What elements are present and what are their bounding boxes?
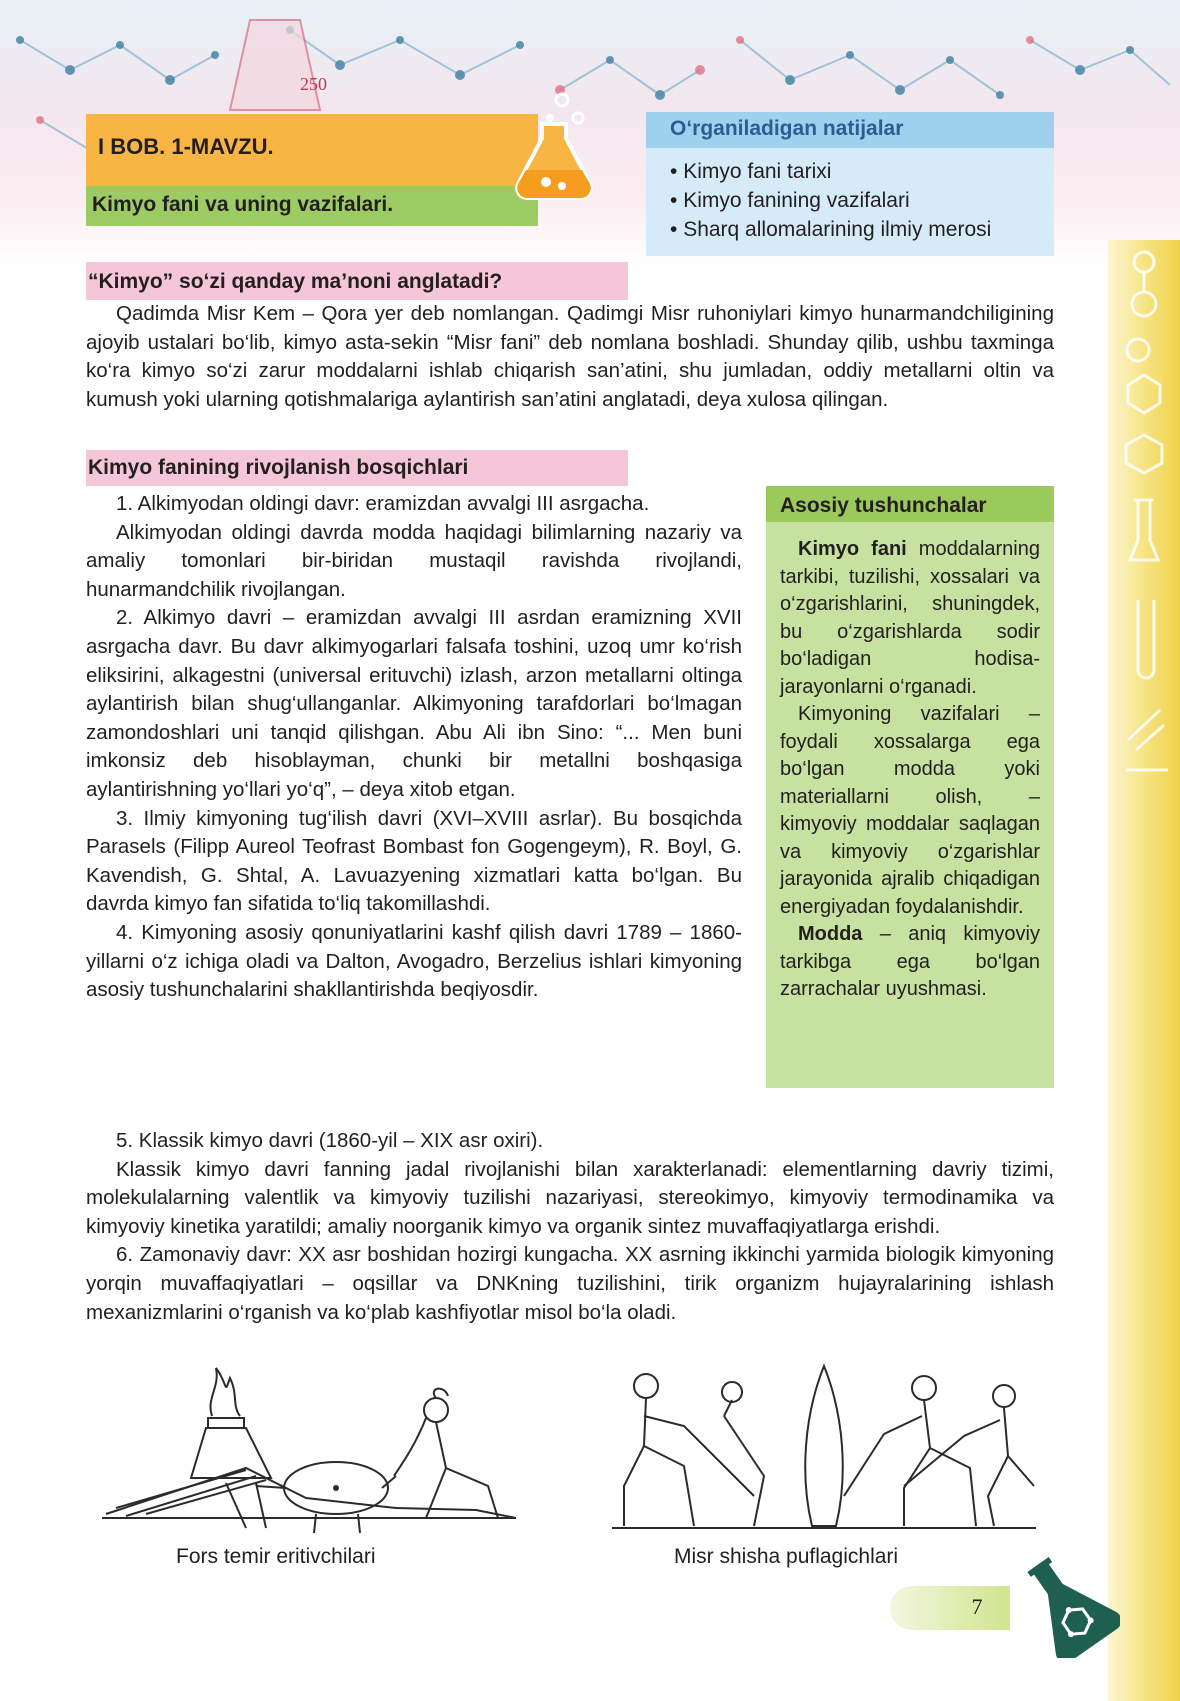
learning-outcomes-title: O‘rganiladigan natijalar <box>646 112 1054 148</box>
stages-column-text <box>86 490 742 1005</box>
topic-title: Kimyo fani va uning vazifalari. <box>86 186 538 226</box>
concept-definition: moddalarning tarkibi, tuzilishi, xossalari va o‘zgarishlarini, shuningdek, bu o‘zgarishlarda sodir bo‘ladigan hodisa-jarayonlarni o‘rganadi. <box>780 538 1040 698</box>
page-number-tab <box>890 1586 1010 1630</box>
persian-smelters-illustration <box>96 1358 528 1538</box>
concept-paragraph <box>780 921 1040 1004</box>
stage-paragraph: 4. Kimyoning asosiy qonuniyatlarini kashf qilish davri 1789 – 1860-yillarni o‘z ichiga oladi va Dalton, Avogadro, Berzelius ishlari kimyoning asosiy tushunchalarini shakllantirishda beqiyosdir. <box>86 920 742 1002</box>
stage-paragraph: 2. Alkimyo davri – eramizdan avvalgi III asrdan eramizning XVII asrgacha davr. Bu davr alkimyogarlari falsafa toshini, uzoq umr ko‘rish eliksirini, alkagestni (universal erituvchi) izlash, arzon metallarni oltinga aylantirish bilan shug‘ullanganlar. Alkimyoning tarafdorlari bo‘lmagan zamondoshlari uni tanqid qilishgan. Abu Ali ibn Sino: “... Men buni imkonsiz deb hisoblayman, chunki bir metallni boshqasiga aylantirishning yo‘llari yo‘q”, – deya xitob etgan. <box>86 606 742 801</box>
key-concepts-title: Asosiy tushunchalar <box>766 486 1054 522</box>
stage-paragraph: 3. Ilmiy kimyoning tug‘ilish davri (XVI–XVIII asrlar). Bu bosqichda Parasels (Filipp Aureol Teofrast Bombast fon Gogengeym), R. Boyl, G. Kavendish, G. Shtal, A. Lavuazyening xizmatlari katta bo‘lgan. Bu davrda kimyo fan sifatida to‘liq takomillashdi. <box>86 806 742 916</box>
key-concepts-box <box>766 486 1054 1088</box>
stage-paragraph: 5. Klassik kimyo davri (1860-yil – XIX asr oxiri). <box>116 1129 544 1152</box>
page-number: 7 <box>971 1594 983 1619</box>
egyptian-glassblowers-illustration <box>604 1356 1044 1538</box>
intro-paragraph: Qadimda Misr Kem – Qora yer deb nomlangan. Qadimgi Misr ruhoniylari kimyo hunarmandchiligining ajoyib ustalari bo‘lib, kimyo asta-sekin “Misr fani” deb nomlana boshladi. Shunday qilib, ushbu taxminga ko‘ra kimyo so‘zi zarur moddalarni ishlab chiqarish san’atini, shu jumladan, oddiy metallarni oltin va kumush yoki ularning qotishmalariga aylantirish san’atini anglatadi, deya xulosa qilingan. <box>86 302 1054 411</box>
stage-paragraph: 1. Alkimyodan oldingi davr: eramizdan avvalgi III asrgacha. <box>116 492 650 515</box>
outcome-item: • Sharq allomalarining ilmiy merosi <box>670 215 1054 244</box>
outcome-item: • Kimyo fani tarixi <box>670 157 1054 186</box>
stage-paragraph: 6. Zamonaviy davr: XX asr boshidan hozirgi kungacha. XX asrning ikkinchi yarmida biologik kimyoning yorqin muvaffaqiyatlari – oqsillar va DNKning tuzilishini, tirik organizm hujayralarining ishlash mexanizmlarini o‘rganish va ko‘plab kashfiyotlar misol bo‘la oladi. <box>86 1243 1054 1324</box>
section-heading-kimyo-meaning: “Kimyo” so‘zi qanday ma’noni anglatadi? <box>86 262 628 300</box>
concept-paragraph: Kimyoning vazifalari – foydali xossalarga ega bo‘lgan modda yoki materiallarni olish, – kimyoviy moddalar saqlagan va kimyoviy o‘zgarishlar jarayonida ajralib chiqadigan energiyadan foydalanishdir. <box>780 703 1040 918</box>
section-heading-stages: Kimyo fanining rivojlanish bosqichlari <box>86 450 628 486</box>
concept-term: Modda <box>798 923 863 945</box>
concept-term: Kimyo fani <box>798 538 907 560</box>
concept-definition: – aniq kimyoviy tarkibga ega bo‘lgan zarrachalar uyushmasi. <box>780 923 1040 1000</box>
figure-caption-right: Misr shisha puflagichlari <box>674 1545 899 1568</box>
learning-outcomes-box <box>646 112 1054 256</box>
flask-icon <box>490 88 600 208</box>
outcome-item: • Kimyo fanining vazifalari <box>670 186 1054 215</box>
beaker-scale-number: 250 <box>300 74 327 94</box>
stage-paragraph: Alkimyodan oldingi davrda modda haqidagi bilimlarning nazariy va amaliy tomonlari bir-biridan mustaqil ravishda rivojlandi, hunarmandchilik rivojlangan. <box>86 520 742 601</box>
chapter-label: I BOB. 1-MAVZU. <box>86 114 538 186</box>
stage-paragraph: Klassik kimyo davri fanning jadal rivojlanishi bilan xarakterlanadi: elementlarning davriy tizimi, molekulalarning valentlik va kimyoviy tuzilishi nazariyasi, stereokimyo, kimyoviy termodinamika va kimyoviy kinetika yaratildi; amaliy noorganik kimyo va organik sintez muvaffaqiyatlarga erishdi. <box>86 1157 1054 1238</box>
beaker-icon <box>1010 1548 1120 1658</box>
stages-full-width-text <box>86 1127 1054 1327</box>
figure-caption-left: Fors temir eritivchilari <box>176 1545 376 1568</box>
side-chemistry-icons <box>1108 240 1180 1701</box>
concept-paragraph <box>780 536 1040 701</box>
